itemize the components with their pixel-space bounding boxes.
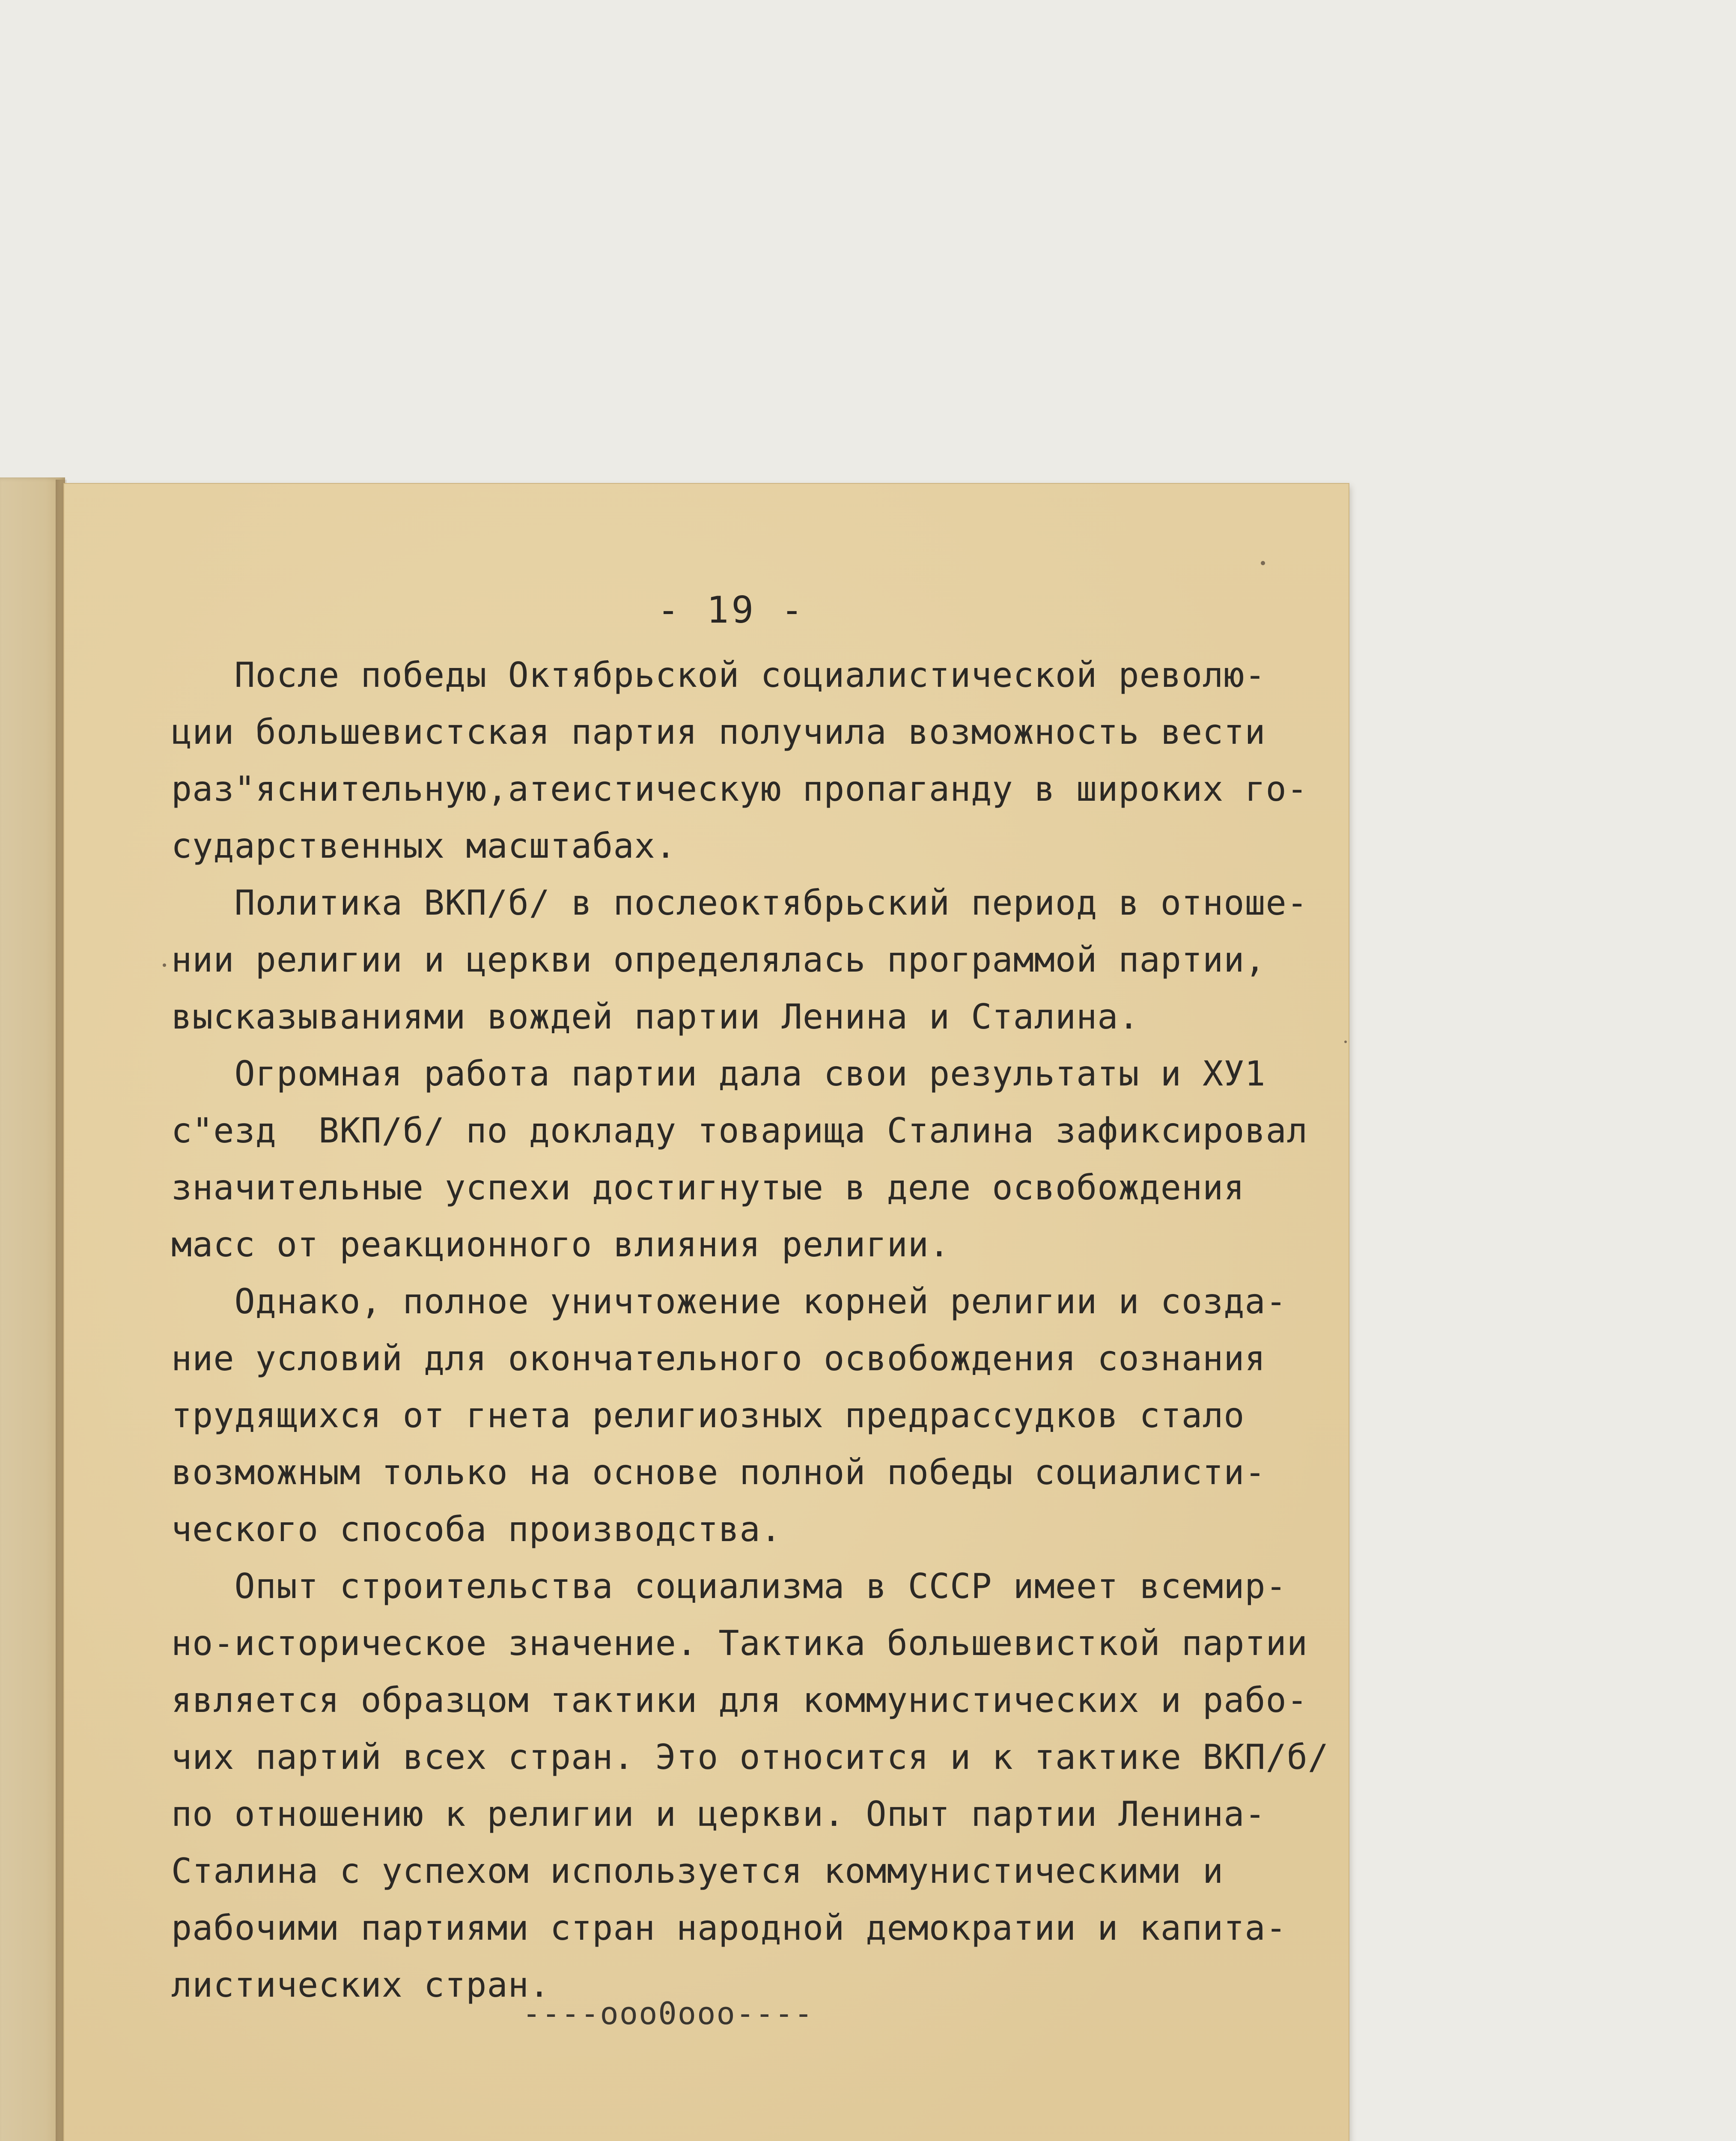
text-line: Сталина с успехом используется коммунистическими и bbox=[171, 1851, 1224, 1891]
text-line: сударственных масштабах. bbox=[171, 826, 676, 866]
text-line: чих партий всех стран. Это относится и к тактике ВКП/б/ bbox=[171, 1737, 1329, 1777]
page-number: - 19 - bbox=[657, 589, 806, 632]
text-line: является образцом тактики для коммунистических и рабо- bbox=[171, 1680, 1308, 1720]
text-line: рабочими партиями стран народной демократии и капита- bbox=[171, 1908, 1287, 1948]
text-line: После победы Октябрьской социалистической револю- bbox=[171, 655, 1266, 695]
document-body bbox=[171, 647, 1329, 2013]
paper-speck bbox=[163, 963, 166, 967]
text-line: высказываниями вождей партии Ленина и Сталина. bbox=[171, 997, 1140, 1037]
text-line: Огромная работа партии дала свои результаты и ХУ1 bbox=[171, 1054, 1266, 1094]
text-line: масс от реакционного влияния религии. bbox=[171, 1225, 950, 1264]
text-line: с"езд ВКП/б/ по докладу товарища Сталина зафиксировал bbox=[171, 1111, 1308, 1151]
text-line: ческого способа производства. bbox=[171, 1509, 782, 1549]
text-line: нии религии и церкви определялась программой партии, bbox=[171, 940, 1266, 980]
paper-speck bbox=[1344, 1041, 1347, 1043]
end-mark: ----ооо0ооо---- bbox=[522, 1995, 814, 2031]
text-line: но-историческое значение. Тактика большевисткой партии bbox=[171, 1623, 1308, 1663]
text-line: Опыт строительства социализма в СССР имеет всемир- bbox=[171, 1566, 1287, 1606]
text-line: ции большевистская партия получила возможность вести bbox=[171, 712, 1266, 752]
paper-speck bbox=[1261, 561, 1265, 565]
text-line: трудящихся от гнета религиозных предрассудков стало bbox=[171, 1396, 1245, 1435]
text-line: ние условий для окончательного освобождения сознания bbox=[171, 1339, 1266, 1378]
text-line: по отношению к религии и церкви. Опыт партии Ленина- bbox=[171, 1794, 1266, 1834]
text-line: Политика ВКП/б/ в послеоктябрьский период в отноше- bbox=[171, 883, 1308, 923]
text-line: раз"яснительную,атеистическую пропаганду в широких го- bbox=[171, 769, 1308, 809]
text-line: Однако, полное уничтожение корней религии и созда- bbox=[171, 1282, 1287, 1321]
text-line: значительные успехи достигнутые в деле освобождения bbox=[171, 1168, 1245, 1208]
text-line: возможным только на основе полной победы социалисти- bbox=[171, 1452, 1266, 1492]
text-line: листических стран. bbox=[171, 1965, 550, 2005]
